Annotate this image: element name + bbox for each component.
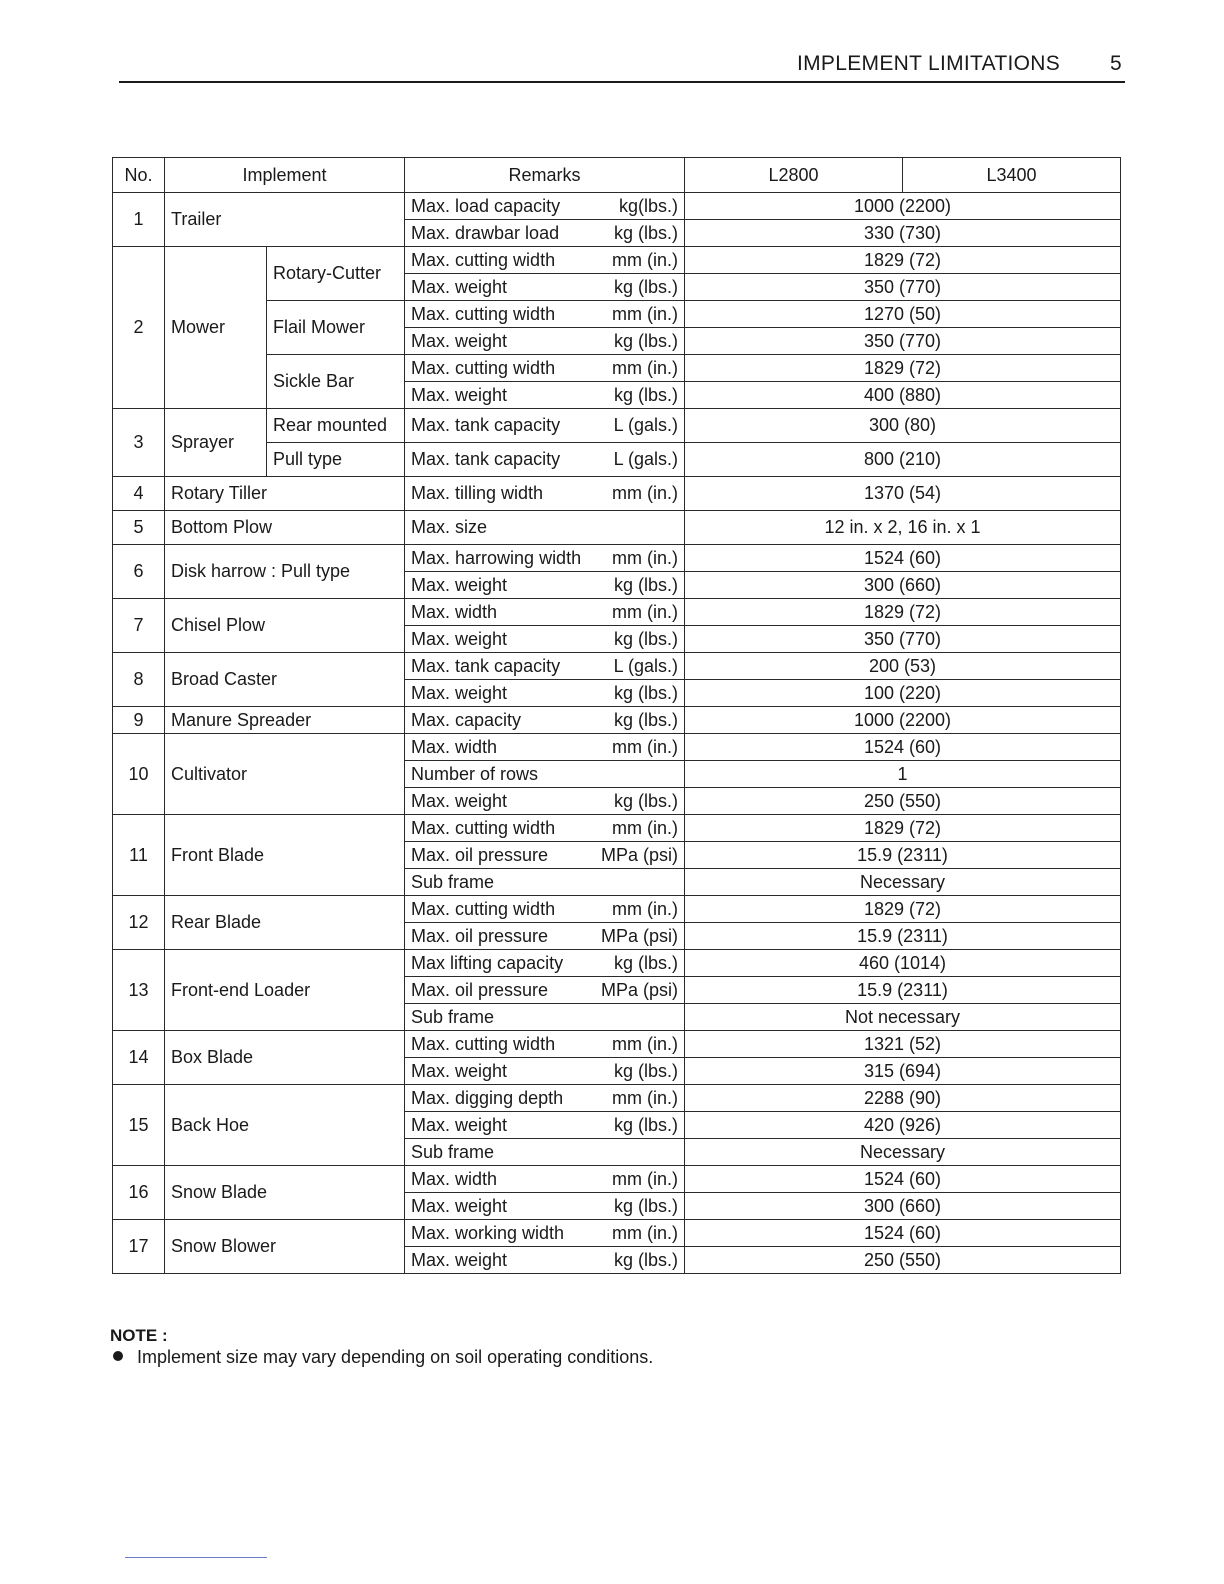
remark-unit: kg (lbs.) (614, 628, 679, 649)
spec-value: 1829 (72) (685, 247, 1121, 274)
spec-value: 15.9 (2311) (685, 977, 1121, 1004)
remark-cell (405, 761, 685, 788)
spec-value: 1000 (2200) (685, 707, 1121, 734)
remark-label: Max. weight (411, 276, 508, 297)
remark-label: Max. drawbar load (411, 222, 560, 243)
remark-cell (405, 842, 685, 869)
remark-cell (405, 599, 685, 626)
implement-subtype: Pull type (267, 443, 405, 477)
remark-label: Max. size (411, 517, 488, 537)
spec-value: 250 (550) (685, 1247, 1121, 1274)
scan-underline (125, 1557, 267, 1558)
remark-label: Max. oil pressure (411, 844, 549, 865)
implement-name: Bottom Plow (165, 511, 405, 545)
remark-cell (405, 1220, 685, 1247)
implement-name: Front Blade (165, 815, 405, 896)
remark-label: Max. cutting width (411, 1033, 556, 1054)
table-row (113, 477, 1121, 511)
remark-label: Max. weight (411, 330, 508, 351)
remark-unit: kg (lbs.) (614, 952, 679, 973)
remark-label: Max. cutting width (411, 303, 556, 324)
remark-label: Max. tank capacity (411, 449, 561, 469)
note-text: Implement size may vary depending on soil operating conditions. (137, 1347, 654, 1367)
remark-label: Max. weight (411, 1060, 508, 1081)
row-number: 10 (113, 734, 165, 815)
remark-unit: mm (in.) (612, 249, 679, 270)
implement-name: Sprayer (165, 409, 267, 477)
table-row (113, 815, 1121, 842)
table-header-row (113, 158, 1121, 193)
row-number: 7 (113, 599, 165, 653)
implement-name: Broad Caster (165, 653, 405, 707)
table-row (113, 896, 1121, 923)
remark-label: Max. cutting width (411, 817, 556, 838)
remark-unit: mm (in.) (612, 1168, 679, 1189)
remark-unit: mm (in.) (612, 1222, 679, 1243)
remark-unit: MPa (psi) (601, 979, 679, 1000)
remark-cell (405, 788, 685, 815)
implement-name: Cultivator (165, 734, 405, 815)
remark-label: Max. tank capacity (411, 415, 561, 435)
remark-cell (405, 1166, 685, 1193)
spec-value: 2288 (90) (685, 1085, 1121, 1112)
row-number: 13 (113, 950, 165, 1031)
remark-unit: mm (in.) (612, 898, 679, 919)
remark-cell (405, 477, 685, 511)
remark-label: Max. weight (411, 1195, 508, 1216)
remark-cell (405, 923, 685, 950)
spec-value: 100 (220) (685, 680, 1121, 707)
remark-cell (405, 1247, 685, 1274)
remark-cell (405, 707, 685, 734)
header-model-l2800: L2800 (685, 158, 903, 193)
table-row (113, 707, 1121, 734)
remark-label: Max. width (411, 736, 498, 757)
remark-unit: kg (lbs.) (614, 790, 679, 811)
remark-cell (405, 247, 685, 274)
remark-cell (405, 274, 685, 301)
implement-limitations-table (112, 157, 1121, 1274)
remark-label: Max. digging depth (411, 1087, 564, 1108)
remark-unit: mm (in.) (612, 303, 679, 324)
remark-cell (405, 896, 685, 923)
remark-cell (405, 1004, 685, 1031)
table-row (113, 1031, 1121, 1058)
remark-cell (405, 1112, 685, 1139)
spec-value: 12 in. x 2, 16 in. x 1 (685, 511, 1121, 545)
remark-label: Max. weight (411, 574, 508, 595)
implement-name: Manure Spreader (165, 707, 405, 734)
remark-unit: mm (in.) (612, 817, 679, 838)
row-number: 6 (113, 545, 165, 599)
remark-unit: mm (in.) (612, 547, 679, 568)
header-rule (119, 81, 1125, 83)
spec-value: 350 (770) (685, 328, 1121, 355)
remark-cell (405, 815, 685, 842)
remark-label: Max. tilling width (411, 483, 544, 503)
note-label: NOTE : (110, 1326, 168, 1345)
remark-cell (405, 355, 685, 382)
remark-unit: kg (lbs.) (614, 709, 679, 730)
implement-name: Back Hoe (165, 1085, 405, 1166)
spec-value: 15.9 (2311) (685, 842, 1121, 869)
remark-cell (405, 1031, 685, 1058)
remark-unit: kg (lbs.) (614, 222, 679, 243)
remark-cell (405, 572, 685, 599)
remark-label: Max. cutting width (411, 249, 556, 270)
spec-value: 315 (694) (685, 1058, 1121, 1085)
remark-label: Max. weight (411, 628, 508, 649)
row-number: 15 (113, 1085, 165, 1166)
spec-value: 350 (770) (685, 626, 1121, 653)
remark-label: Max lifting capacity (411, 952, 564, 973)
spec-value: 800 (210) (685, 443, 1121, 477)
spec-value: 1524 (60) (685, 734, 1121, 761)
implement-name: Trailer (165, 193, 405, 247)
remark-label: Max. oil pressure (411, 925, 549, 946)
remark-cell (405, 220, 685, 247)
spec-value: 330 (730) (685, 220, 1121, 247)
spec-value: 1321 (52) (685, 1031, 1121, 1058)
remark-cell (405, 193, 685, 220)
spec-value: 200 (53) (685, 653, 1121, 680)
spec-value: 300 (80) (685, 409, 1121, 443)
note-item (113, 1347, 653, 1368)
remark-cell (405, 734, 685, 761)
implement-subtype: Sickle Bar (267, 355, 405, 409)
table-row (113, 950, 1121, 977)
remark-label: Sub frame (411, 871, 495, 892)
table-row (113, 511, 1121, 545)
table-row (113, 599, 1121, 626)
remark-cell (405, 328, 685, 355)
header-no: No. (113, 158, 165, 193)
remark-unit: L (gals.) (613, 415, 679, 435)
table-row (113, 545, 1121, 572)
remark-cell (405, 626, 685, 653)
spec-value: 1524 (60) (685, 545, 1121, 572)
spec-value: 350 (770) (685, 274, 1121, 301)
remark-unit: MPa (psi) (601, 844, 679, 865)
remark-label: Max. weight (411, 1114, 508, 1135)
spec-value: 400 (880) (685, 382, 1121, 409)
remark-unit: kg (lbs.) (614, 276, 679, 297)
page-number: 5 (1110, 52, 1122, 75)
implement-name: Rear Blade (165, 896, 405, 950)
remark-unit: mm (in.) (612, 1033, 679, 1054)
table-row (113, 1220, 1121, 1247)
remark-label: Max. weight (411, 682, 508, 703)
remark-cell (405, 409, 685, 443)
spec-value: Necessary (685, 869, 1121, 896)
row-number: 14 (113, 1031, 165, 1085)
spec-value: 1829 (72) (685, 599, 1121, 626)
remark-label: Max. weight (411, 384, 508, 405)
implement-subtype: Rotary-Cutter (267, 247, 405, 301)
remark-unit: kg (lbs.) (614, 384, 679, 405)
remark-unit: mm (in.) (612, 483, 679, 503)
spec-value: 300 (660) (685, 572, 1121, 599)
row-number: 5 (113, 511, 165, 545)
spec-value: Not necessary (685, 1004, 1121, 1031)
remark-cell (405, 869, 685, 896)
implement-name: Front-end Loader (165, 950, 405, 1031)
remark-cell (405, 653, 685, 680)
remark-unit: kg (lbs.) (614, 1195, 679, 1216)
remark-unit: mm (in.) (612, 1087, 679, 1108)
remark-label: Max. harrowing width (411, 547, 582, 568)
spec-value: 1370 (54) (685, 477, 1121, 511)
implement-name: Snow Blower (165, 1220, 405, 1274)
remark-label: Max. tank capacity (411, 655, 561, 676)
spec-value: 1 (685, 761, 1121, 788)
remark-unit: kg (lbs.) (614, 1060, 679, 1081)
table-row (113, 247, 1121, 274)
spec-value: 250 (550) (685, 788, 1121, 815)
remark-cell (405, 382, 685, 409)
implement-name: Rotary Tiller (165, 477, 405, 511)
header-model-l3400: L3400 (903, 158, 1121, 193)
row-number: 1 (113, 193, 165, 247)
implement-name: Snow Blade (165, 1166, 405, 1220)
remark-unit: mm (in.) (612, 601, 679, 622)
remark-cell (405, 1193, 685, 1220)
spec-value: 1829 (72) (685, 815, 1121, 842)
section-title: IMPLEMENT LIMITATIONS (797, 52, 1060, 75)
table-row (113, 193, 1121, 220)
remark-cell (405, 1085, 685, 1112)
remark-unit: MPa (psi) (601, 925, 679, 946)
implement-name: Box Blade (165, 1031, 405, 1085)
remark-cell (405, 301, 685, 328)
spec-value: 1000 (2200) (685, 193, 1121, 220)
remark-unit: kg (lbs.) (614, 1249, 679, 1270)
implement-subtype: Rear mounted (267, 409, 405, 443)
spec-value: Necessary (685, 1139, 1121, 1166)
remark-unit: kg (lbs.) (614, 1114, 679, 1135)
table-row (113, 1085, 1121, 1112)
row-number: 16 (113, 1166, 165, 1220)
row-number: 3 (113, 409, 165, 477)
table-row (113, 1166, 1121, 1193)
spec-value: 1829 (72) (685, 896, 1121, 923)
implement-subtype: Flail Mower (267, 301, 405, 355)
spec-value: 420 (926) (685, 1112, 1121, 1139)
remark-label: Max. cutting width (411, 357, 556, 378)
remark-cell (405, 443, 685, 477)
row-number: 11 (113, 815, 165, 896)
table-row (113, 409, 1121, 443)
remark-label: Max. oil pressure (411, 979, 549, 1000)
remark-label: Max. weight (411, 790, 508, 811)
remark-cell (405, 545, 685, 572)
spec-value: 460 (1014) (685, 950, 1121, 977)
remark-label: Max. cutting width (411, 898, 556, 919)
remark-cell (405, 977, 685, 1004)
spec-value: 1270 (50) (685, 301, 1121, 328)
remark-label: Sub frame (411, 1006, 495, 1027)
implement-name: Chisel Plow (165, 599, 405, 653)
remark-cell (405, 511, 685, 545)
row-number: 2 (113, 247, 165, 409)
table-row (113, 734, 1121, 761)
remark-unit: kg (lbs.) (614, 574, 679, 595)
remark-unit: kg (lbs.) (614, 682, 679, 703)
header-implement: Implement (165, 158, 405, 193)
remark-label: Max. capacity (411, 709, 522, 730)
remark-label: Number of rows (411, 763, 539, 784)
remark-cell (405, 1139, 685, 1166)
table-row (113, 653, 1121, 680)
row-number: 9 (113, 707, 165, 734)
remark-unit: mm (in.) (612, 357, 679, 378)
spec-value: 1524 (60) (685, 1166, 1121, 1193)
remark-label: Max. width (411, 601, 498, 622)
bullet-icon (113, 1351, 123, 1361)
remark-unit: kg (lbs.) (614, 330, 679, 351)
remark-cell (405, 950, 685, 977)
remark-label: Max. load capacity (411, 195, 561, 216)
remark-unit: mm (in.) (612, 736, 679, 757)
remark-unit: kg(lbs.) (619, 195, 679, 216)
spec-value: 1524 (60) (685, 1220, 1121, 1247)
spec-value: 15.9 (2311) (685, 923, 1121, 950)
implement-name: Mower (165, 247, 267, 409)
row-number: 17 (113, 1220, 165, 1274)
spec-value: 1829 (72) (685, 355, 1121, 382)
row-number: 4 (113, 477, 165, 511)
spec-value: 300 (660) (685, 1193, 1121, 1220)
remark-cell (405, 680, 685, 707)
remark-label: Max. weight (411, 1249, 508, 1270)
header-remarks: Remarks (405, 158, 685, 193)
remark-unit: L (gals.) (613, 655, 679, 676)
remark-cell (405, 1058, 685, 1085)
row-number: 8 (113, 653, 165, 707)
remark-label: Max. width (411, 1168, 498, 1189)
remark-label: Sub frame (411, 1141, 495, 1162)
remark-unit: L (gals.) (613, 449, 679, 469)
row-number: 12 (113, 896, 165, 950)
implement-name: Disk harrow : Pull type (165, 545, 405, 599)
remark-label: Max. working width (411, 1222, 565, 1243)
